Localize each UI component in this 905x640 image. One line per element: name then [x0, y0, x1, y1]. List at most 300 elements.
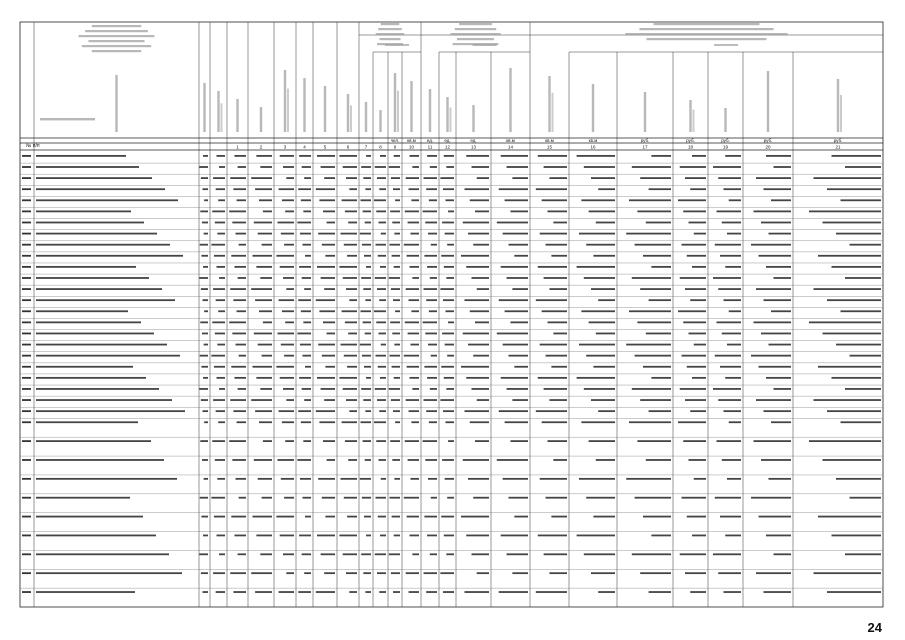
- header-label-illegible: [693, 110, 695, 132]
- cell-illegible: [727, 233, 741, 235]
- cell-illegible: [36, 459, 164, 461]
- cell-illegible: [22, 388, 31, 390]
- cell-illegible: [687, 255, 706, 257]
- cell-illegible: [395, 421, 400, 423]
- header-label-illegible: [347, 94, 349, 132]
- column-number: 20: [765, 144, 771, 150]
- cell-illegible: [389, 388, 400, 390]
- cell-illegible: [22, 188, 31, 190]
- subgroup-title-illegible: [385, 44, 409, 46]
- cell-illegible: [632, 553, 671, 555]
- cell-illegible: [365, 222, 371, 224]
- cell-illegible: [497, 333, 528, 335]
- header-label-illegible: [429, 89, 431, 132]
- cell-illegible: [461, 516, 489, 518]
- column-number: 17: [642, 144, 648, 150]
- cell-illegible: [299, 155, 311, 157]
- cell-illegible: [715, 244, 741, 246]
- table-row: [22, 388, 881, 390]
- cell-illegible: [774, 388, 792, 390]
- cell-illegible: [589, 210, 615, 212]
- header-label-illegible: [324, 86, 326, 132]
- cell-illegible: [201, 177, 208, 179]
- cell-illegible: [651, 155, 671, 157]
- cell-illegible: [724, 591, 742, 593]
- table-row: [22, 377, 881, 379]
- column-number: 5: [323, 144, 327, 150]
- cell-illegible: [473, 244, 489, 246]
- cell-illegible: [339, 155, 357, 157]
- cell-illegible: [36, 410, 185, 412]
- table-row: [22, 553, 881, 555]
- unit-label: руб.: [833, 138, 843, 143]
- header-label-illegible: [284, 70, 286, 132]
- table-row: [22, 591, 881, 593]
- group-title-illegible: [92, 50, 142, 52]
- cell-illegible: [756, 572, 791, 574]
- cell-illegible: [394, 233, 400, 235]
- cell-illegible: [412, 553, 419, 555]
- cell-illegible: [238, 277, 246, 279]
- cell-illegible: [680, 277, 706, 279]
- unit-label: руб.: [640, 138, 650, 143]
- cell-illegible: [722, 222, 741, 224]
- cell-illegible: [632, 166, 671, 168]
- cell-illegible: [591, 399, 615, 401]
- cell-illegible: [219, 166, 225, 168]
- cell-illegible: [440, 288, 454, 290]
- cell-illegible: [501, 377, 528, 379]
- table-header: [40, 23, 842, 132]
- cell-illegible: [682, 355, 707, 357]
- cell-illegible: [411, 310, 419, 312]
- cell-illegible: [200, 355, 208, 357]
- cell-illegible: [441, 516, 454, 518]
- cell-illegible: [276, 255, 294, 257]
- cell-illegible: [809, 440, 881, 442]
- cell-illegible: [713, 277, 741, 279]
- cell-illegible: [254, 222, 272, 224]
- cell-illegible: [281, 478, 294, 480]
- cell-illegible: [428, 478, 437, 480]
- cell-illegible: [279, 591, 294, 593]
- cell-illegible: [344, 497, 357, 499]
- table-row: [22, 299, 881, 301]
- cell-illegible: [690, 591, 706, 593]
- cell-illegible: [427, 535, 437, 537]
- cell-illegible: [236, 233, 247, 235]
- cell-illegible: [234, 377, 246, 379]
- cell-illegible: [262, 497, 272, 499]
- unit-label: ед.: [444, 138, 451, 143]
- cell-illegible: [444, 155, 454, 157]
- table-row: [22, 288, 881, 290]
- cell-illegible: [424, 255, 437, 257]
- cell-illegible: [577, 266, 615, 268]
- column-number: 2: [259, 144, 263, 150]
- cell-illegible: [756, 288, 791, 290]
- cell-illegible: [214, 516, 225, 518]
- cell-illegible: [36, 399, 172, 401]
- cell-illegible: [410, 266, 420, 268]
- cell-illegible: [345, 210, 357, 212]
- cell-illegible: [832, 377, 882, 379]
- table-row: [22, 497, 881, 499]
- cell-illegible: [685, 288, 706, 290]
- cell-illegible: [544, 277, 567, 279]
- cell-illegible: [323, 321, 335, 323]
- cell-illegible: [361, 166, 371, 168]
- cell-illegible: [503, 233, 528, 235]
- cell-illegible: [324, 399, 335, 401]
- cell-illegible: [379, 299, 386, 301]
- cell-illegible: [584, 166, 615, 168]
- cell-illegible: [477, 288, 489, 290]
- cell-illegible: [381, 478, 386, 480]
- cell-illegible: [722, 459, 741, 461]
- cell-illegible: [233, 591, 246, 593]
- table-row: [22, 478, 881, 480]
- cell-illegible: [538, 535, 567, 537]
- cell-illegible: [678, 310, 706, 312]
- cell-illegible: [718, 572, 741, 574]
- cell-illegible: [501, 266, 528, 268]
- cell-illegible: [217, 266, 226, 268]
- cell-illegible: [393, 188, 400, 190]
- cell-illegible: [542, 310, 567, 312]
- cell-illegible: [390, 497, 401, 499]
- cell-illegible: [635, 244, 671, 246]
- cell-illegible: [468, 478, 489, 480]
- cell-illegible: [255, 188, 272, 190]
- cell-illegible: [407, 255, 419, 257]
- cell-illegible: [754, 210, 792, 212]
- cell-illegible: [430, 553, 437, 555]
- cell-illegible: [316, 299, 335, 301]
- cell-illegible: [424, 399, 438, 401]
- cell-illegible: [411, 199, 419, 201]
- cell-illegible: [501, 535, 528, 537]
- cell-illegible: [761, 459, 791, 461]
- cell-illegible: [285, 210, 294, 212]
- unit-label: руб.: [763, 138, 773, 143]
- cell-illegible: [685, 177, 706, 179]
- cell-illegible: [832, 155, 882, 157]
- cell-illegible: [322, 497, 335, 499]
- cell-illegible: [22, 155, 31, 157]
- cell-illegible: [640, 399, 671, 401]
- cell-illegible: [361, 277, 371, 279]
- cell-illegible: [324, 288, 335, 290]
- cell-illegible: [725, 377, 741, 379]
- cell-illegible: [761, 222, 791, 224]
- cell-illegible: [322, 355, 335, 357]
- page-number: 24: [867, 620, 882, 635]
- cell-illegible: [692, 535, 706, 537]
- cell-illegible: [718, 177, 741, 179]
- cell-illegible: [448, 440, 454, 442]
- column-number: 19: [722, 144, 729, 150]
- cell-illegible: [36, 377, 146, 379]
- cell-illegible: [379, 222, 387, 224]
- cell-illegible: [22, 233, 31, 235]
- cell-illegible: [717, 440, 742, 442]
- cell-illegible: [510, 321, 528, 323]
- column-number: 18: [687, 144, 694, 150]
- cell-illegible: [280, 266, 294, 268]
- column-number: 16: [590, 144, 596, 150]
- cell-illegible: [390, 321, 400, 323]
- cell-illegible: [22, 478, 31, 480]
- cell-illegible: [551, 516, 567, 518]
- cell-illegible: [215, 459, 225, 461]
- cell-illegible: [446, 199, 455, 201]
- cell-illegible: [410, 233, 419, 235]
- cell-illegible: [361, 199, 372, 201]
- cell-illegible: [230, 399, 246, 401]
- cell-illegible: [549, 399, 567, 401]
- cell-illegible: [378, 255, 386, 257]
- column-number: 11: [427, 144, 433, 150]
- cell-illegible: [412, 277, 419, 279]
- cell-illegible: [212, 210, 225, 212]
- cell-illegible: [635, 355, 671, 357]
- cell-illegible: [22, 377, 31, 379]
- cell-illegible: [690, 410, 706, 412]
- cell-illegible: [319, 310, 335, 312]
- cell-illegible: [36, 421, 138, 423]
- cell-illegible: [598, 299, 615, 301]
- cell-illegible: [445, 478, 454, 480]
- header-label-illegible: [548, 76, 550, 132]
- cell-illegible: [643, 366, 671, 368]
- header-label-illegible: [689, 100, 691, 132]
- cell-illegible: [507, 553, 528, 555]
- cell-illegible: [720, 516, 741, 518]
- cell-illegible: [349, 410, 357, 412]
- cell-illegible: [203, 188, 209, 190]
- cell-illegible: [317, 266, 335, 268]
- cell-illegible: [841, 310, 882, 312]
- cell-illegible: [318, 233, 335, 235]
- cell-illegible: [285, 440, 294, 442]
- cell-illegible: [546, 497, 567, 499]
- cell-illegible: [202, 333, 208, 335]
- cell-illegible: [651, 266, 671, 268]
- column-number: 4: [303, 144, 306, 150]
- cell-illegible: [542, 199, 567, 201]
- cell-illegible: [339, 535, 357, 537]
- cell-illegible: [344, 355, 357, 357]
- cell-illegible: [375, 388, 386, 390]
- cell-illegible: [36, 516, 143, 518]
- cell-illegible: [409, 591, 419, 593]
- cell-illegible: [514, 366, 528, 368]
- cell-illegible: [729, 199, 741, 201]
- cell-illegible: [475, 321, 489, 323]
- cell-illegible: [591, 177, 615, 179]
- cell-illegible: [751, 355, 791, 357]
- cell-illegible: [581, 199, 615, 201]
- cell-illegible: [629, 199, 671, 201]
- cell-illegible: [441, 366, 454, 368]
- cell-illegible: [216, 591, 225, 593]
- cell-illegible: [22, 366, 31, 368]
- cell-illegible: [690, 299, 706, 301]
- cell-illegible: [362, 244, 371, 246]
- cell-illegible: [218, 310, 225, 312]
- cell-illegible: [443, 591, 454, 593]
- cell-illegible: [366, 266, 371, 268]
- cell-illegible: [412, 166, 419, 168]
- cell-illegible: [392, 222, 400, 224]
- cell-illegible: [713, 166, 741, 168]
- cell-illegible: [428, 344, 437, 346]
- cell-illegible: [689, 333, 707, 335]
- cell-illegible: [22, 572, 31, 574]
- cell-illegible: [473, 355, 489, 357]
- cell-illegible: [429, 310, 437, 312]
- cell-illegible: [316, 188, 335, 190]
- cell-illegible: [327, 333, 335, 335]
- cell-illegible: [199, 166, 208, 168]
- cell-illegible: [217, 535, 226, 537]
- cell-illegible: [468, 344, 489, 346]
- cell-illegible: [342, 421, 357, 423]
- cell-illegible: [477, 572, 489, 574]
- cell-illegible: [319, 421, 335, 423]
- cell-illegible: [444, 535, 454, 537]
- cell-illegible: [694, 478, 706, 480]
- cell-illegible: [685, 572, 706, 574]
- cell-illegible: [363, 399, 371, 401]
- cell-illegible: [845, 277, 881, 279]
- cell-illegible: [409, 188, 419, 190]
- cell-illegible: [374, 310, 386, 312]
- cell-illegible: [394, 377, 400, 379]
- cell-illegible: [512, 288, 528, 290]
- cell-illegible: [215, 333, 225, 335]
- cell-illegible: [327, 459, 335, 461]
- cell-illegible: [22, 333, 31, 335]
- cell-illegible: [409, 299, 419, 301]
- cell-illegible: [363, 177, 371, 179]
- cell-illegible: [297, 222, 311, 224]
- cell-illegible: [323, 210, 335, 212]
- table-row: [22, 255, 881, 257]
- cell-illegible: [297, 333, 311, 335]
- cell-illegible: [376, 210, 386, 212]
- cell-illegible: [392, 516, 400, 518]
- cell-illegible: [202, 222, 208, 224]
- cell-illegible: [643, 255, 671, 257]
- group-title-illegible: [450, 33, 500, 35]
- cell-illegible: [692, 377, 706, 379]
- cell-illegible: [377, 572, 386, 574]
- cell-illegible: [548, 210, 568, 212]
- table-row: [22, 177, 881, 179]
- cell-illegible: [472, 166, 490, 168]
- cell-illegible: [540, 478, 567, 480]
- cell-illegible: [389, 553, 400, 555]
- cell-illegible: [341, 233, 358, 235]
- cell-illegible: [536, 591, 567, 593]
- cell-illegible: [322, 244, 335, 246]
- cell-illegible: [446, 388, 454, 390]
- cell-illegible: [299, 266, 311, 268]
- cell-illegible: [302, 277, 311, 279]
- header-label-illegible: [840, 95, 842, 132]
- cell-illegible: [540, 233, 567, 235]
- group-title-illegible: [459, 23, 492, 25]
- cell-illegible: [446, 166, 454, 168]
- cell-illegible: [375, 553, 386, 555]
- row-number-header: № п/п: [26, 143, 40, 149]
- cell-illegible: [549, 288, 567, 290]
- cell-illegible: [470, 421, 489, 423]
- cell-illegible: [349, 188, 357, 190]
- cell-illegible: [204, 310, 208, 312]
- cell-illegible: [632, 277, 671, 279]
- cell-illegible: [428, 233, 437, 235]
- cell-illegible: [327, 222, 335, 224]
- cell-illegible: [771, 199, 791, 201]
- cell-illegible: [446, 310, 455, 312]
- cell-illegible: [751, 244, 791, 246]
- cell-illegible: [475, 210, 489, 212]
- cell-illegible: [836, 344, 881, 346]
- cell-illegible: [36, 388, 159, 390]
- cell-illegible: [278, 222, 295, 224]
- cell-illegible: [300, 233, 311, 235]
- cell-illegible: [465, 591, 490, 593]
- header-label-illegible: [287, 89, 289, 132]
- cell-illegible: [303, 497, 312, 499]
- cell-illegible: [379, 188, 386, 190]
- cell-illegible: [379, 333, 387, 335]
- cell-illegible: [715, 355, 741, 357]
- column-numbers-row: [236, 145, 841, 150]
- cell-illegible: [379, 459, 387, 461]
- cell-illegible: [284, 497, 294, 499]
- cell-illegible: [509, 244, 529, 246]
- cell-illegible: [254, 459, 272, 461]
- cell-illegible: [379, 410, 386, 412]
- cell-illegible: [827, 188, 881, 190]
- cell-illegible: [325, 255, 335, 257]
- group-title-illegible: [88, 40, 144, 42]
- cell-illegible: [394, 155, 400, 157]
- cell-illegible: [211, 244, 225, 246]
- cell-illegible: [690, 188, 706, 190]
- cell-illegible: [404, 244, 419, 246]
- cell-illegible: [394, 535, 400, 537]
- cell-illegible: [237, 421, 246, 423]
- cell-illegible: [36, 333, 154, 335]
- cell-illegible: [251, 177, 272, 179]
- cell-illegible: [349, 591, 357, 593]
- cell-illegible: [512, 177, 528, 179]
- cell-illegible: [255, 591, 272, 593]
- cell-illegible: [392, 459, 400, 461]
- cell-illegible: [725, 155, 741, 157]
- cell-illegible: [809, 210, 881, 212]
- cell-illegible: [375, 277, 386, 279]
- cell-illegible: [199, 388, 208, 390]
- header-label-illegible: [115, 75, 117, 132]
- cell-illegible: [827, 299, 881, 301]
- header-label-illegible: [509, 68, 511, 132]
